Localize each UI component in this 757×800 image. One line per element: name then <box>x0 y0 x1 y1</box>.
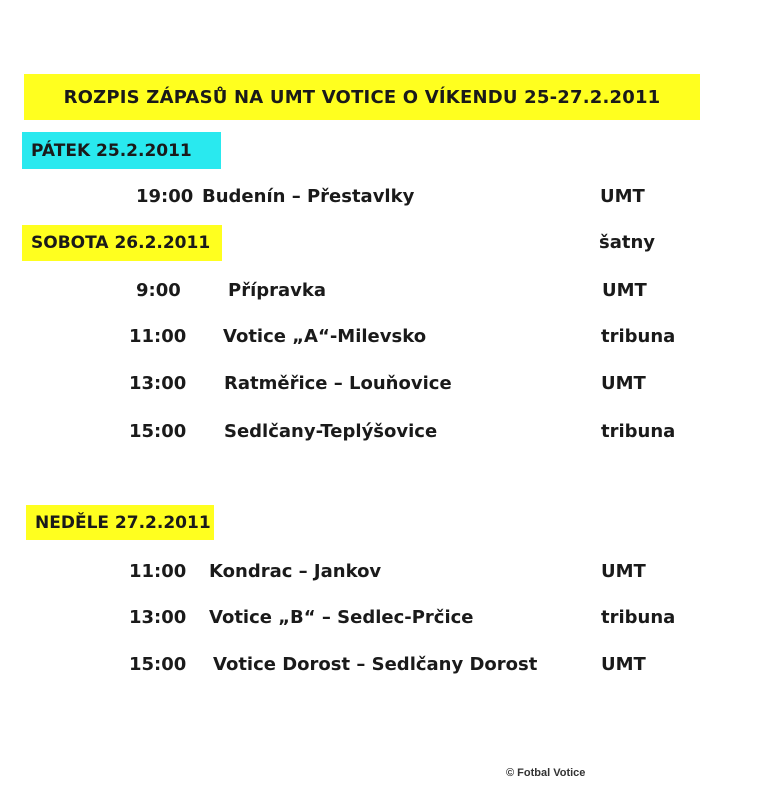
match-time: 13:00 <box>129 373 187 394</box>
copyright-text: © Fotbal Votice <box>506 767 586 779</box>
match-venue: UMT <box>601 654 646 675</box>
copyright-footer <box>506 767 585 779</box>
day-label-saturday <box>22 225 222 261</box>
schedule-title <box>24 74 700 120</box>
match-time: 11:00 <box>129 326 187 347</box>
match-venue: tribuna <box>601 326 676 347</box>
day-label-friday <box>22 132 221 169</box>
match-teams: Sedlčany-Teplýšovice <box>224 421 438 442</box>
match-teams: Budenín – Přestavlky <box>202 186 415 207</box>
match-teams: Votice Dorost – Sedlčany Dorost <box>213 654 538 675</box>
match-time: 13:00 <box>129 607 187 628</box>
match-venue: UMT <box>601 561 646 582</box>
match-venue: UMT <box>601 373 646 394</box>
schedule-title-text: ROZPIS ZÁPASŮ NA UMT VOTICE O VÍKENDU 25-27.2.2011 <box>63 86 661 108</box>
day-label-saturday-text: SOBOTA 26.2.2011 <box>31 233 211 253</box>
match-time: 15:00 <box>129 654 187 675</box>
match-venue: UMT <box>602 280 647 301</box>
match-teams: Votice „A“-Milevsko <box>223 326 427 347</box>
match-venue: UMT <box>600 186 645 207</box>
match-time: 19:00 <box>136 186 194 207</box>
day-label-friday-text: PÁTEK 25.2.2011 <box>31 140 192 161</box>
day-label-sunday-text: NEDĚLE 27.2.2011 <box>35 512 211 533</box>
match-venue: tribuna <box>601 607 676 628</box>
match-time: 15:00 <box>129 421 187 442</box>
saturday-note: šatny <box>599 232 656 253</box>
day-label-sunday <box>26 505 214 540</box>
match-teams: Kondrac – Jankov <box>209 561 382 582</box>
match-time: 9:00 <box>136 280 181 301</box>
match-venue: tribuna <box>601 421 676 442</box>
match-teams: Ratměřice – Louňovice <box>224 373 452 394</box>
match-time: 11:00 <box>129 561 187 582</box>
match-teams: Přípravka <box>228 280 326 301</box>
match-teams: Votice „B“ – Sedlec-Prčice <box>209 607 474 628</box>
